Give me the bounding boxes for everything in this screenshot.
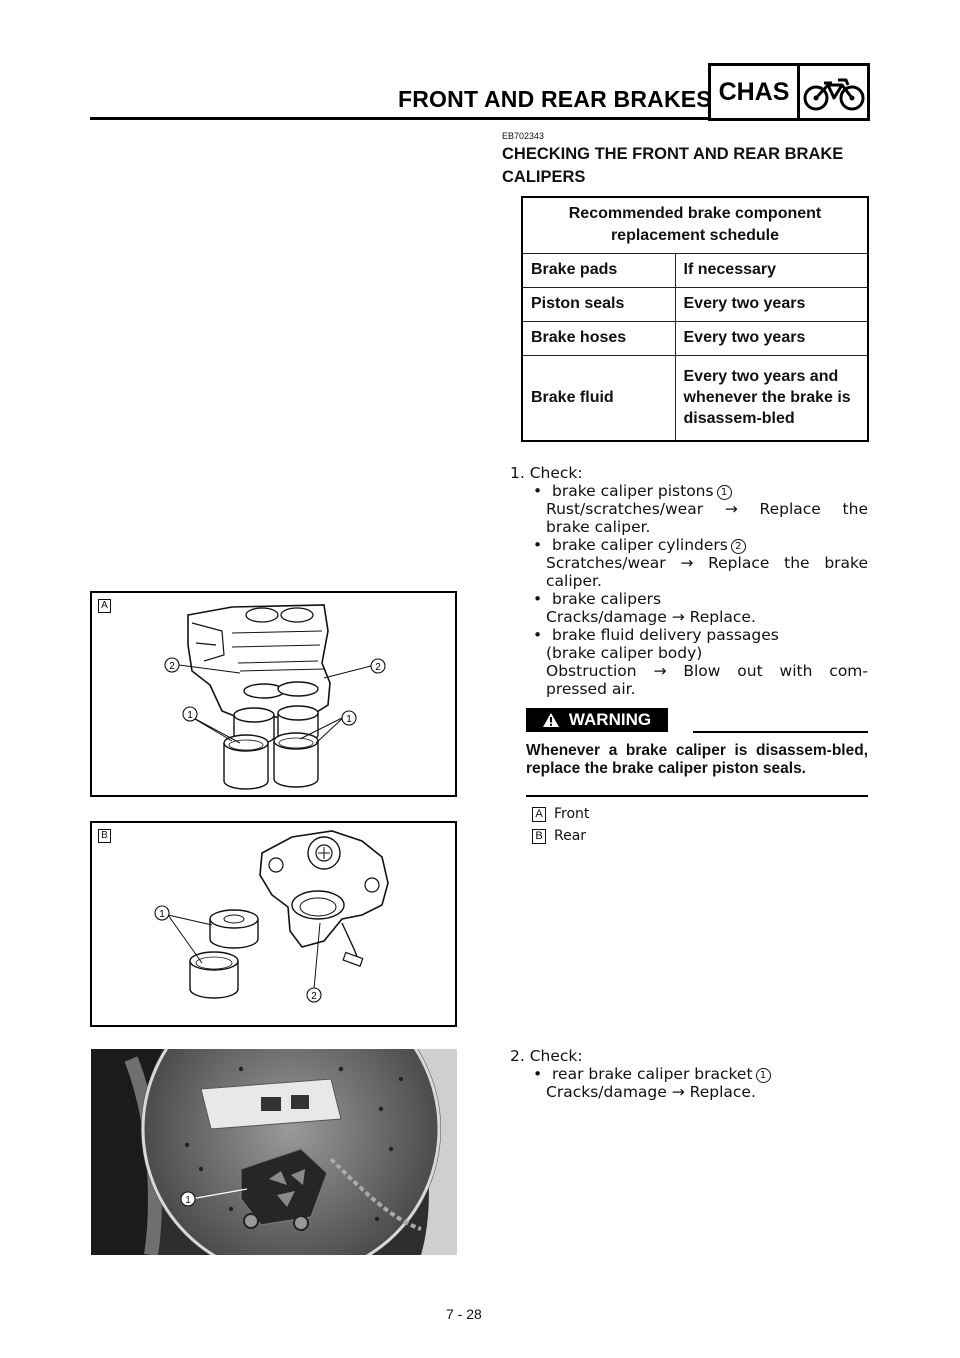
table-cell-component: Brake pads [522, 253, 675, 287]
front-caliper-illustration [92, 593, 455, 795]
step-1-label: 1. Check: [510, 464, 583, 482]
replacement-schedule-table [521, 196, 869, 442]
table-cell-interval: Every two years [675, 287, 868, 321]
item-result: (brake caliper body) [546, 644, 703, 662]
item-name: rear brake caliper bracket [552, 1065, 753, 1083]
callout-number: 2 [169, 661, 175, 672]
item-result: pressed air. [546, 680, 636, 698]
bullet: • [533, 590, 552, 608]
item-name: brake calipers [552, 590, 662, 608]
rear-caliper-bracket-photo [91, 1049, 457, 1255]
warning-bottom-rule [526, 795, 868, 797]
table-cell-component: Brake fluid [522, 355, 675, 441]
rear-caliper-illustration [92, 823, 455, 1025]
callout-number: 2 [731, 539, 746, 554]
table-row [522, 355, 868, 441]
table-row [522, 253, 868, 287]
callout-number: 1 [717, 485, 732, 500]
motorcycle-icon [800, 66, 867, 118]
list-item [533, 626, 779, 644]
item-name: brake caliper cylinders [552, 536, 728, 554]
legend-text: Front [554, 806, 590, 822]
callout-number: 1 [346, 714, 352, 725]
item-name: brake fluid delivery passages [552, 626, 779, 644]
warning-badge [526, 708, 668, 732]
legend-item-rear [532, 828, 586, 844]
bullet: • [533, 626, 552, 644]
list-item [533, 590, 661, 608]
table-cell-interval: If necessary [675, 253, 868, 287]
legend-item-front [532, 806, 589, 822]
section-code: CHAS [718, 77, 790, 106]
item-result: caliper. [546, 572, 602, 590]
item-result: Rust/scratches/wear → Replace the [546, 500, 868, 518]
callout-number: 1 [187, 710, 193, 721]
warning-label: WARNING [568, 710, 652, 729]
callout-number: 1 [159, 909, 165, 920]
step-2-label: 2. Check: [510, 1047, 583, 1065]
table-cell-interval: Every two years and whenever the brake is disassem-bled [675, 355, 868, 441]
item-result: Obstruction → Blow out with com- [546, 662, 868, 680]
warning-triangle-icon [543, 713, 559, 727]
bracket-photo-illustration [91, 1049, 457, 1255]
page-header-title: FRONT AND REAR BRAKES [398, 86, 712, 112]
warning-rule [693, 731, 868, 733]
item-result: Scratches/wear → Replace the brake [546, 554, 868, 572]
figure-label: B [98, 829, 111, 843]
callout-number: 2 [311, 991, 317, 1002]
table-cell-component: Piston seals [522, 287, 675, 321]
page-number: 7 - 28 [446, 1306, 482, 1322]
item-name: brake caliper pistons [552, 482, 714, 500]
table-row [522, 287, 868, 321]
list-item [533, 536, 746, 554]
bullet: • [533, 536, 552, 554]
header-rule [90, 117, 708, 120]
section-badge [708, 63, 870, 121]
item-result: Cracks/damage → Replace. [546, 1083, 756, 1101]
front-caliper-figure [90, 591, 457, 797]
rear-caliper-figure [90, 821, 457, 1027]
callout-number: 1 [756, 1068, 771, 1083]
section-reference-code: EB702343 [502, 131, 545, 141]
table-cell-component: Brake hoses [522, 321, 675, 355]
legend-key: A [532, 807, 546, 822]
figure-label: A [98, 599, 111, 613]
list-item [533, 482, 732, 500]
bullet: • [533, 1065, 552, 1083]
item-result: brake caliper. [546, 518, 651, 536]
section-title: CHECKING THE FRONT AND REAR BRAKE CALIPERS [502, 145, 844, 186]
legend-text: Rear [554, 828, 587, 844]
table-row [522, 321, 868, 355]
table-cell-interval: Every two years [675, 321, 868, 355]
legend-key: B [532, 829, 546, 844]
warning-text: Whenever a brake caliper is disassem-bled, replace the brake caliper piston seals. [526, 742, 868, 777]
bullet: • [533, 482, 552, 500]
callout-number: 1 [185, 1195, 191, 1206]
item-result: Cracks/damage → Replace. [546, 608, 756, 626]
table-heading: Recommended brake component replacement schedule [522, 197, 868, 253]
callout-number: 2 [375, 662, 381, 673]
list-item [533, 1065, 771, 1083]
